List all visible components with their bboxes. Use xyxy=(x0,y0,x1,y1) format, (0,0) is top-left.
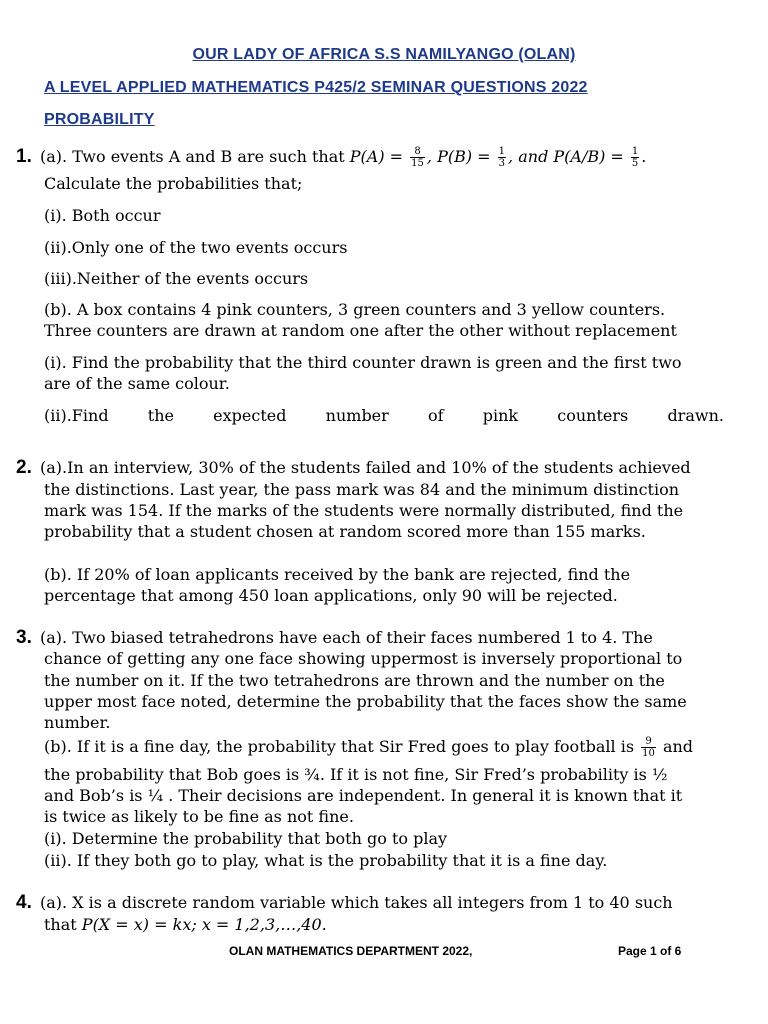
pab-label: , and P(A/B) = xyxy=(508,147,629,166)
word: (ii).Find xyxy=(44,406,109,425)
question-number: 4. xyxy=(16,892,32,913)
text-span: that xyxy=(44,915,82,934)
period: . xyxy=(641,147,647,166)
q1-intro: (a). Two events A and B are such that xyxy=(40,147,350,166)
word: number xyxy=(325,406,389,425)
text-line: percentage that among 450 loan applications, only 90 will be rejected. xyxy=(44,586,618,605)
fraction: $\frac{9}{10}$ xyxy=(642,736,655,759)
question-number: 1. xyxy=(16,146,32,167)
question-number: 2. xyxy=(16,457,32,478)
pa-label: P(A) = xyxy=(349,147,409,166)
text-line: (iii).Neither of the events occurs xyxy=(44,269,309,288)
spread-line xyxy=(44,405,724,426)
text-line: (a). X is a discrete random variable which takes all integers from 1 to 40 such xyxy=(40,893,673,912)
word: the xyxy=(147,406,174,425)
text-span: (b). If it is a fine day, the probability that Sir Fred goes to play football is xyxy=(44,737,640,756)
question-2 xyxy=(16,457,724,478)
text-line: the probability that Bob goes is ¾. If it is not fine, Sir Fred’s probability is ½ xyxy=(44,765,668,784)
text-line-with-fraction xyxy=(44,736,724,759)
text-span: and xyxy=(657,737,694,756)
text-line: (i). Both occur xyxy=(44,206,161,225)
text-line: the number on it. If the two tetrahedrons are thrown and the number on the xyxy=(44,671,665,690)
text-line: Three counters are drawn at random one after the other without replacement xyxy=(44,321,677,340)
question-3 xyxy=(16,627,724,648)
text-line: probability that a student chosen at random scored more than 155 marks. xyxy=(44,522,646,541)
word: expected xyxy=(213,406,287,425)
text-line: Calculate the probabilities that; xyxy=(44,174,303,193)
exam-title: A LEVEL APPLIED MATHEMATICS P425/2 SEMINAR QUESTIONS 2022 xyxy=(44,79,588,96)
text-line: are of the same colour. xyxy=(44,374,230,393)
text-line: (a).In an interview, 30% of the students failed and 10% of the students achieved xyxy=(40,458,691,477)
fraction: $\frac{1}{3}$ xyxy=(498,146,506,169)
word: counters xyxy=(557,406,629,425)
fraction: $\frac{1}{5}$ xyxy=(631,146,639,169)
question-4 xyxy=(16,892,724,913)
text-line: and Bob’s is ¼ . Their decisions are independent. In general it is known that it xyxy=(44,786,683,805)
text-line: number. xyxy=(44,713,111,732)
text-line: chance of getting any one face showing uppermost is inversely proportional to xyxy=(44,649,683,668)
text-line: (b). A box contains 4 pink counters, 3 green counters and 3 yellow counters. xyxy=(44,300,666,319)
word: of xyxy=(427,406,444,425)
text-line xyxy=(44,914,724,935)
text-line: upper most face noted, determine the probability that the faces show the same xyxy=(44,692,687,711)
topic-title: PROBABILITY xyxy=(44,111,155,128)
question-number: 3. xyxy=(16,627,32,648)
word: pink xyxy=(482,406,519,425)
question-1-a xyxy=(16,146,724,169)
pb-label: , P(B) = xyxy=(426,147,496,166)
word: drawn. xyxy=(667,406,724,425)
text-line: the distinctions. Last year, the pass mark was 84 and the minimum distinction xyxy=(44,480,680,499)
text-line: mark was 154. If the marks of the students were normally distributed, find the xyxy=(44,501,684,520)
text-line: (i). Find the probability that the third counter drawn is green and the first two xyxy=(44,353,682,372)
text-line: (ii).Only one of the two events occurs xyxy=(44,238,348,257)
text-line: (b). If 20% of loan applicants received by the bank are rejected, find the xyxy=(44,565,631,584)
fraction: $\frac{8}{15}$ xyxy=(411,146,424,169)
page-number: Page 1 of 6 xyxy=(618,944,682,958)
text-line: (a). Two biased tetrahedrons have each of their faces numbered 1 to 4. The xyxy=(40,628,653,647)
footer-department: OLAN MATHEMATICS DEPARTMENT 2022, xyxy=(229,944,473,958)
school-title: OUR LADY OF AFRICA S.S NAMILYANGO (OLAN) xyxy=(192,46,576,63)
text-line: is twice as likely to be fine as not fine. xyxy=(44,807,354,826)
text-line: (ii). If they both go to play, what is the probability that it is a fine day. xyxy=(44,851,608,870)
math-expression: P(X = x) = kx; x = 1,2,3,…,40. xyxy=(81,915,327,934)
text-line: (i). Determine the probability that both go to play xyxy=(44,829,448,848)
